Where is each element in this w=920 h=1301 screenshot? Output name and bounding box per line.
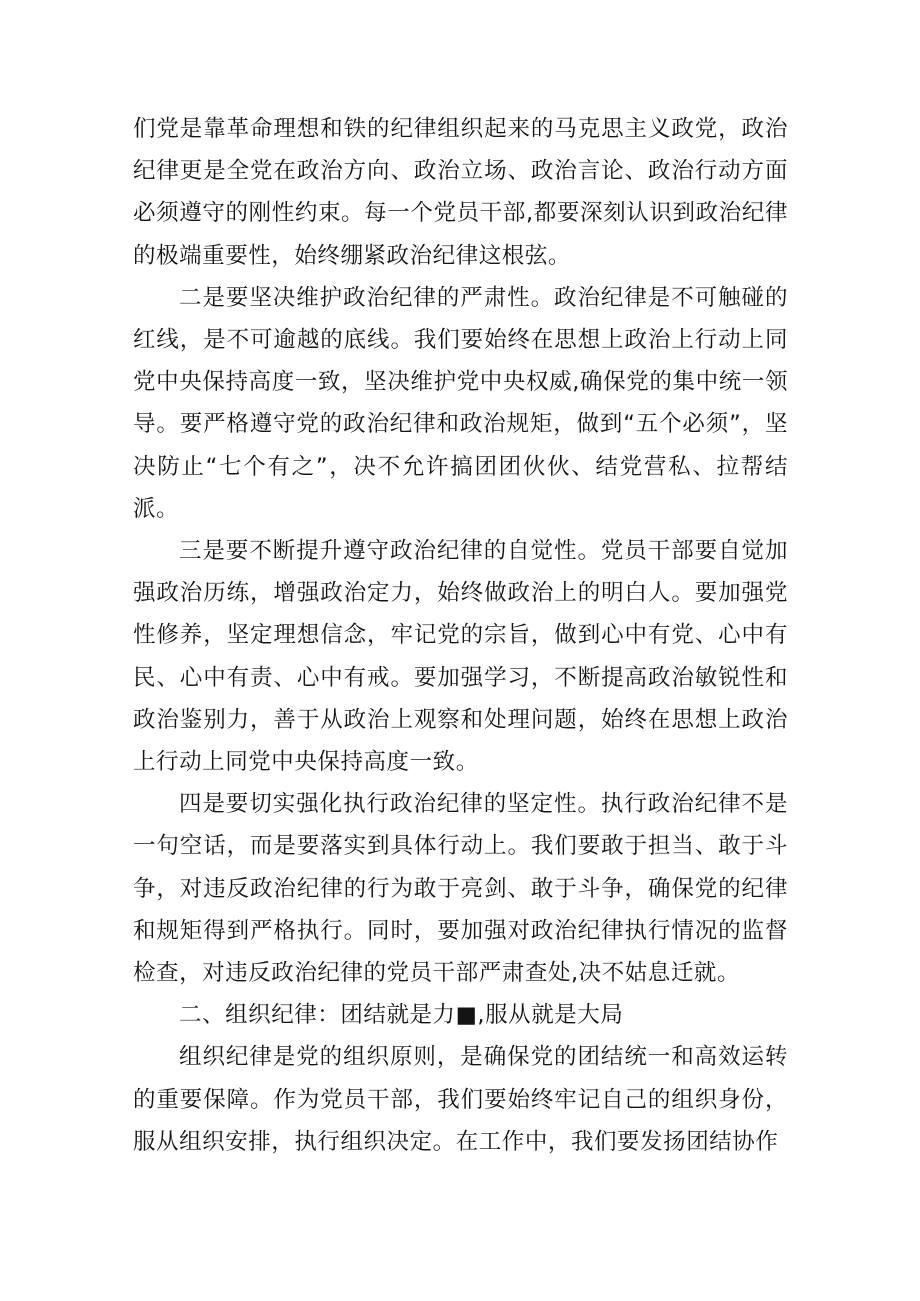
section-heading-organizational-discipline: 二、组织纪律：团结就是力■,服从就是大局: [179, 1002, 624, 1029]
paragraph-point-three: 三是要不断提升遵守政治纪律的自觉性。党员干部要自觉加强政治历练，增强政治定力，始终做政治上的明白人。要加强党性修养，坚定理想信念，牢记党的宗旨，做到心中有党、心中有民、心中有责、心中有戒。要加强学习，不断提高政治敏锐性和政治鉴别力，善于从政治上观察和处理问题，始终在思想上政治上行动上同党中央保持高度一致。: [133, 538, 788, 776]
paragraph-organizational-discipline: 组织纪律是党的组织原则，是确保党的团结统一和高效运转的重要保障。作为党员干部，我们要始终牢记自己的组织身份，服从组织安排，执行组织决定。在工作中，我们要发扬团结协作: [133, 1044, 788, 1155]
paragraph-point-two: 二是要坚决维护政治纪律的严肃性。政治纪律是不可触碰的红线，是不可逾越的底线。我们要始终在思想上政治上行动上同党中央保持高度一致，坚决维护党中央权威,确保党的集中统一领导。要严格遵守党的政治纪律和政治规矩，做到“五个必须”，坚决防止“七个有之”，决不允许搞团团伙伙、结党营私、拉帮结派。: [133, 284, 788, 522]
paragraph-political-discipline-intro: 们党是靠革命理想和铁的纪律组织起来的马克思主义政党，政治纪律更是全党在政治方向、政治立场、政治言论、政治行动方面必须遵守的刚性约束。每一个党员干部,都要深刻认识到政治纪律的极端重要性，始终绷紧政治纪律这根弦。: [133, 116, 788, 269]
paragraph-point-four: 四是要切实强化执行政治纪律的坚定性。执行政治纪律不是一句空话，而是要落实到具体行动上。我们要敢于担当、敢于斗争，对违反政治纪律的行为敢于亮剑、敢于斗争，确保党的纪律和规矩得到严格执行。同时，要加强对政治纪律执行情况的监督检查，对违反政治纪律的党员干部严肃查处,决不姑息迁就。: [133, 791, 788, 987]
document-body: [133, 108, 788, 1163]
